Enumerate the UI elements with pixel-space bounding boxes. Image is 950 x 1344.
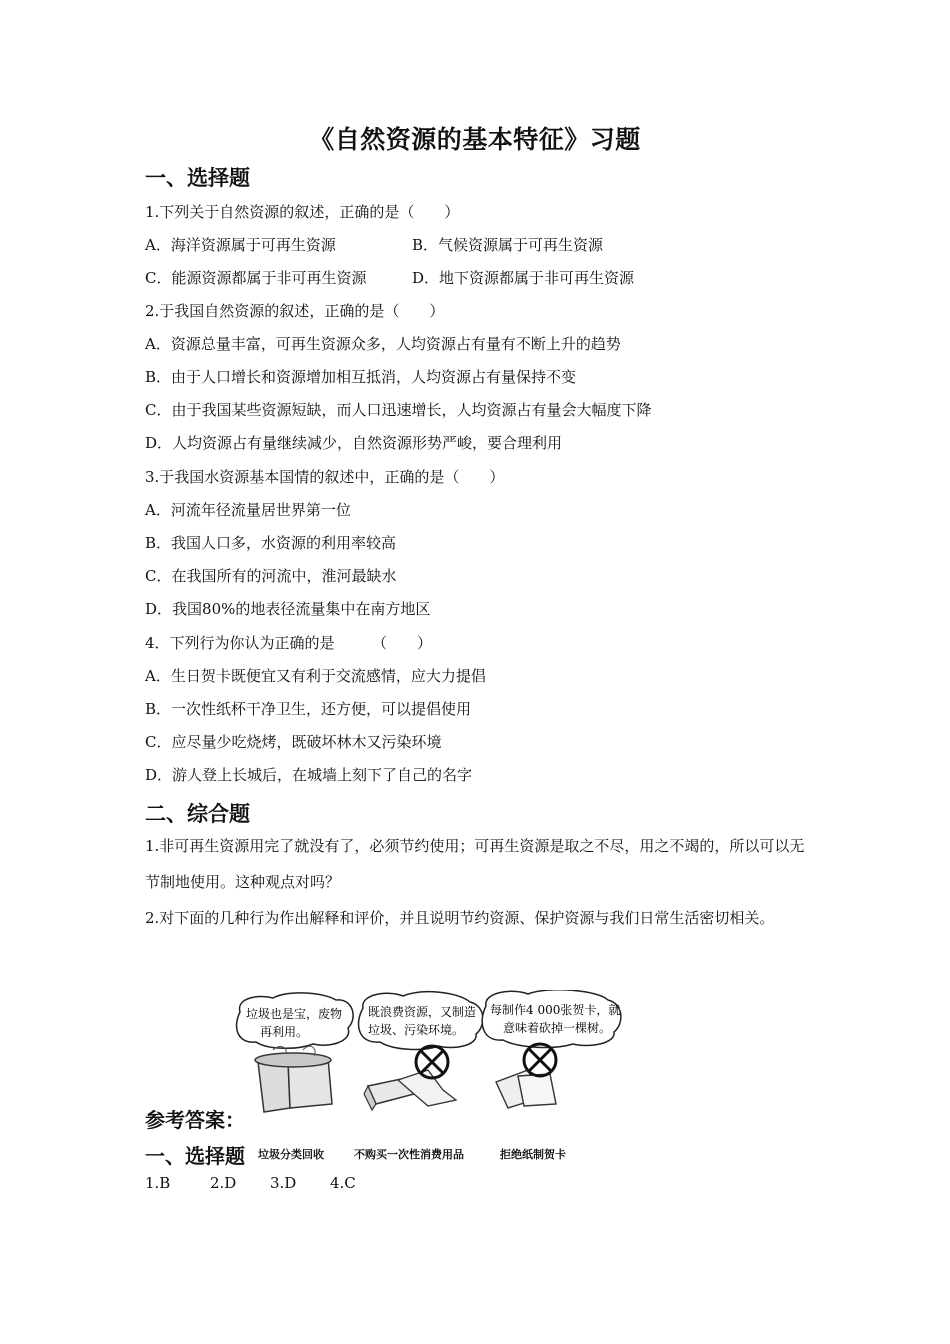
caption-recycle: 垃圾分类回收 — [258, 1148, 324, 1161]
bubble2-line1: 既浪费资源，又制造 — [368, 1005, 477, 1019]
q1-option-b: B．气候资源属于可再生资源 — [412, 236, 604, 254]
q1-option-d: D．地下资源都属于非可再生资源 — [412, 269, 635, 287]
section2-q2: 2.对下面的几种行为作出解释和评价，并且说明节约资源、保护资源与我们日常生活密切相关。 — [145, 909, 775, 927]
q3-option-b: B．我国人口多，水资源的利用率较高 — [145, 534, 397, 552]
speech-bubble-1 — [237, 993, 354, 1048]
prohibited-icon — [524, 1044, 556, 1076]
q4-option-b: B．一次性纸杯干净卫生，还方便，可以提倡使用 — [145, 700, 472, 718]
q4-stem: 4．下列行为你认为正确的是 （ ） — [145, 634, 433, 652]
resource-behavior-illustration — [228, 990, 628, 1115]
q2-stem: 2.于我国自然资源的叙述，正确的是（ ） — [145, 302, 445, 320]
q2-option-b: B．由于人口增长和资源增加相互抵消，人均资源占有量保持不变 — [145, 368, 577, 386]
speech-bubble-2 — [359, 992, 483, 1050]
answer-1: 1.B — [145, 1174, 171, 1192]
answers-heading: 参考答案： — [145, 1108, 245, 1132]
speech-bubble-3 — [482, 990, 621, 1047]
recycle-bin-icon — [255, 1046, 332, 1112]
q1-option-c: C．能源资源都属于非可再生资源 — [145, 269, 367, 287]
section2-heading: 二、综合题 — [145, 802, 250, 826]
q4-option-a: A．生日贺卡既便宜又有利于交流感情，应大力提倡 — [145, 667, 486, 685]
q3-option-a: A．河流年径流量居世界第一位 — [145, 501, 351, 519]
page-title: 《自然资源的基本特征》习题 — [309, 125, 641, 154]
q4-option-d: D．游人登上长城后，在城墙上刻下了自己的名字 — [145, 766, 473, 784]
answer-2: 2.D — [210, 1174, 237, 1192]
q2-option-c: C．由于我国某些资源短缺，而人口迅速增长，人均资源占有量会大幅度下降 — [145, 401, 652, 419]
q3-option-d: D．我国80%的地表径流量集中在南方地区 — [145, 600, 431, 618]
bubble3-line2: 意味着砍掉一棵树。 — [503, 1021, 612, 1035]
section1-heading: 一、选择题 — [145, 166, 250, 190]
q3-option-c: C．在我国所有的河流中，淮河最缺水 — [145, 567, 397, 585]
answer-4: 4.C — [330, 1174, 356, 1192]
prohibited-icon — [416, 1046, 448, 1078]
q1-stem: 1.下列关于自然资源的叙述，正确的是（ ） — [145, 203, 460, 221]
bubble2-line2: 垃圾、污染环境。 — [368, 1023, 465, 1037]
q2-option-a: A．资源总量丰富，可再生资源众多，人均资源占有量有不断上升的趋势 — [145, 335, 621, 353]
bubble3-line1: 每制作4 000张贺卡，就 — [490, 1003, 621, 1017]
bubble1-line1: 垃圾也是宝，废物 — [246, 1007, 343, 1021]
caption-disposable: 不购买一次性消费用品 — [354, 1148, 464, 1161]
q3-stem: 3.于我国水资源基本国情的叙述中，正确的是（ ） — [145, 468, 505, 486]
q4-option-c: C．应尽量少吃烧烤，既破坏林木又污染环境 — [145, 733, 442, 751]
answer-3: 3.D — [270, 1174, 297, 1192]
q1-option-a: A．海洋资源属于可再生资源 — [145, 236, 336, 254]
section2-q1: 1.非可再生资源用完了就没有了，必须节约使用；可再生资源是取之不尽，用之不竭的，所以可以无节制地使用。这种观点对吗？ — [145, 837, 805, 891]
answers-section-heading: 一、选择题 — [145, 1144, 245, 1168]
caption-greeting-card: 拒绝纸制贺卡 — [500, 1148, 566, 1161]
q2-option-d: D．人均资源占有量继续减少，自然资源形势严峻，要合理利用 — [145, 434, 563, 452]
bubble1-line2: 再利用。 — [260, 1025, 309, 1039]
